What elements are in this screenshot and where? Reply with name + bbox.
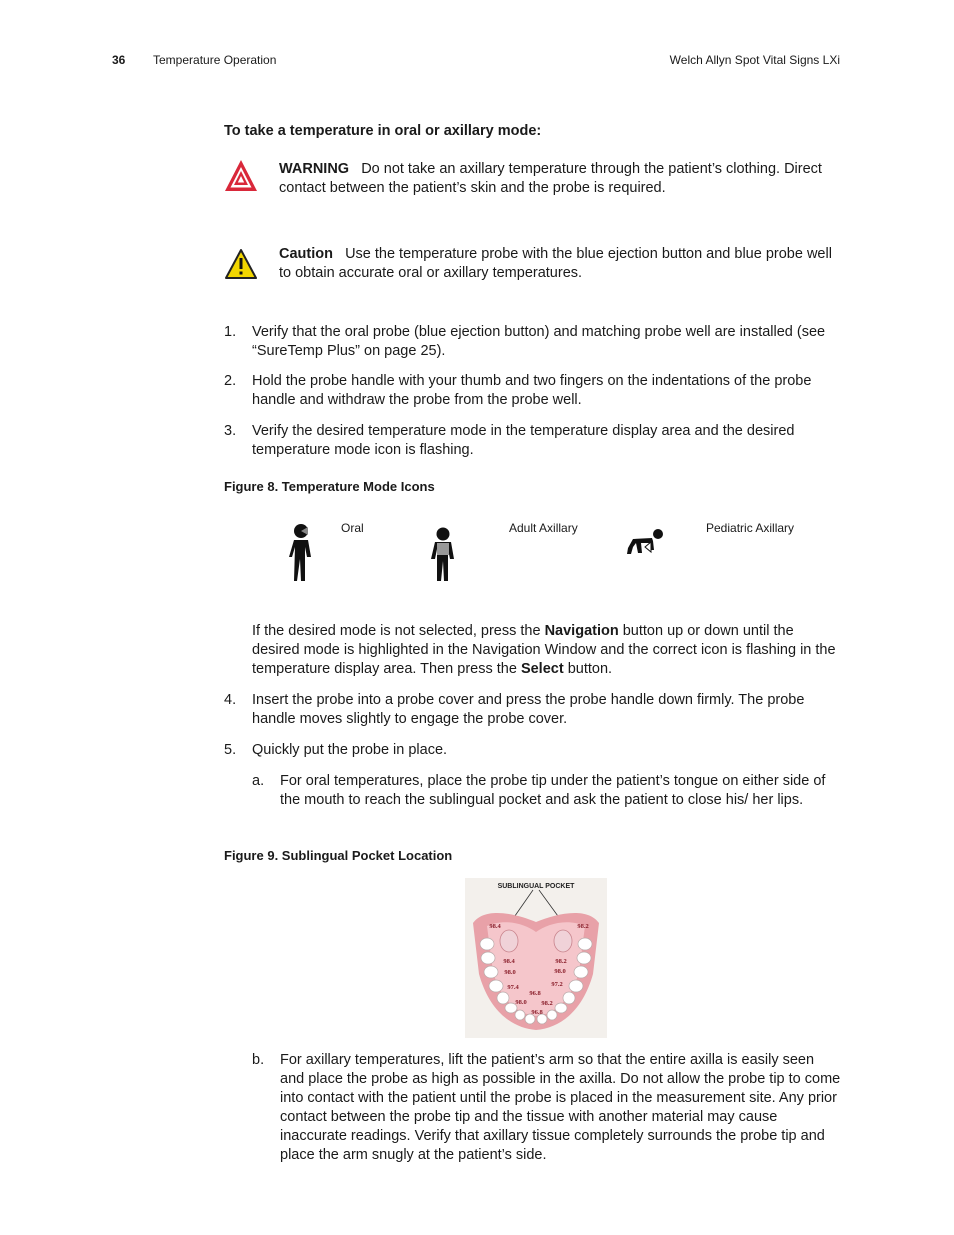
substep-letter: a.: [252, 773, 265, 789]
caution-text: [279, 245, 839, 283]
step-number: 1.: [224, 324, 237, 340]
step-text: Hold the probe handle with your thumb and two fingers on the indentations of the probe handle and withdraw the probe from the probe well.: [252, 373, 812, 408]
warning-label: WARNING: [279, 161, 350, 177]
substep-text: For axillary temperatures, lift the patient’s arm so that the entire axilla is easily seen and place the probe as high as possible in the axilla. Do not allow the probe tip to come into contact with the patient until the probe is placed in the measurement site. Any prior contact between the probe tip and the tissue with another material may cause inaccurate readings. Verify that axillary tissue completely surrounds the probe tip and place the arm snugly at the patient’s side.: [280, 1052, 841, 1163]
step-number: 3.: [224, 423, 237, 439]
step-text: Verify the desired temperature mode in the temperature display area and the desired temperature mode icon is flashing.: [252, 423, 795, 458]
warning-text: [279, 160, 839, 198]
icon-label-oral: Oral: [341, 521, 364, 535]
navigation-button-name: Navigation: [544, 623, 619, 639]
sublingual-pocket-title: SUBLINGUAL POCKET: [497, 883, 575, 890]
pediatric-axillary-mode-icon: [625, 528, 665, 556]
step-number: 4.: [224, 692, 237, 708]
navigation-instructions: [252, 622, 844, 679]
temp-label: 98.2: [555, 958, 567, 965]
figure-caption: Figure 8. Temperature Mode Icons: [224, 479, 435, 494]
substep-text: For oral temperatures, place the probe tip under the patient’s tongue on either side of the mouth to reach the sublingual pocket and ask the patient to close his/ her lips.: [280, 773, 826, 808]
sublingual-pocket-image: [465, 878, 607, 1038]
step-text: Verify that the oral probe (blue ejection button) and matching probe well are installed (see “SureTemp Plus” on page 25).: [252, 324, 826, 359]
product-title: Welch Allyn Spot Vital Signs LXi: [669, 53, 840, 67]
text-run: If the desired mode is not selected, press the: [252, 623, 545, 639]
temp-label: 98.0: [504, 969, 516, 976]
temp-label: 97.2: [551, 981, 563, 988]
warning-body: Do not take an axillary temperature through the patient’s clothing. Direct contact between the patient’s skin and the probe is required.: [279, 161, 822, 196]
adult-axillary-mode-icon: [428, 527, 458, 583]
caution-body: Use the temperature probe with the blue ejection button and blue probe well to obtain accurate oral or axillary temperatures.: [279, 246, 832, 281]
temp-label: 98.2: [541, 1000, 553, 1007]
procedure-heading: To take a temperature in oral or axillary mode:: [224, 123, 542, 139]
temp-label: 98.0: [554, 968, 566, 975]
icon-label-pediatric-axillary: Pediatric Axillary: [706, 521, 795, 535]
temp-label: 96.8: [529, 990, 541, 997]
oral-mode-icon: [287, 523, 317, 583]
step-number: 2.: [224, 373, 237, 389]
temp-label: 98.4: [503, 958, 515, 965]
icon-label-adult-axillary: Adult Axillary: [509, 521, 578, 535]
select-button-name: Select: [520, 661, 564, 677]
substep-letter: b.: [252, 1052, 265, 1068]
text-run: button.: [563, 661, 613, 677]
figure-caption: Figure 9. Sublingual Pocket Location: [224, 848, 453, 863]
temp-label: 98.0: [515, 999, 527, 1006]
warning-triangle-icon: [223, 158, 259, 194]
temp-label: 97.4: [507, 984, 519, 991]
section-title: Temperature Operation: [153, 53, 277, 67]
step-number: 5.: [224, 742, 237, 758]
page-number: 36: [112, 53, 126, 67]
temp-label: 98.2: [577, 923, 589, 930]
temp-label: 98.4: [489, 923, 501, 930]
text-run: button up or down until the desired mode is highlighted in the Navigation Window and the correct icon is flashing in the temperature display area. Then press the: [252, 623, 836, 677]
caution-label: Caution: [279, 246, 333, 262]
temp-label: 96.8: [531, 1009, 543, 1016]
caution-triangle-icon: [224, 248, 258, 280]
step-text: Quickly put the probe in place.: [252, 742, 448, 758]
step-text: Insert the probe into a probe cover and press the probe handle down firmly. The probe handle moves slightly to engage the probe cover.: [252, 692, 805, 727]
